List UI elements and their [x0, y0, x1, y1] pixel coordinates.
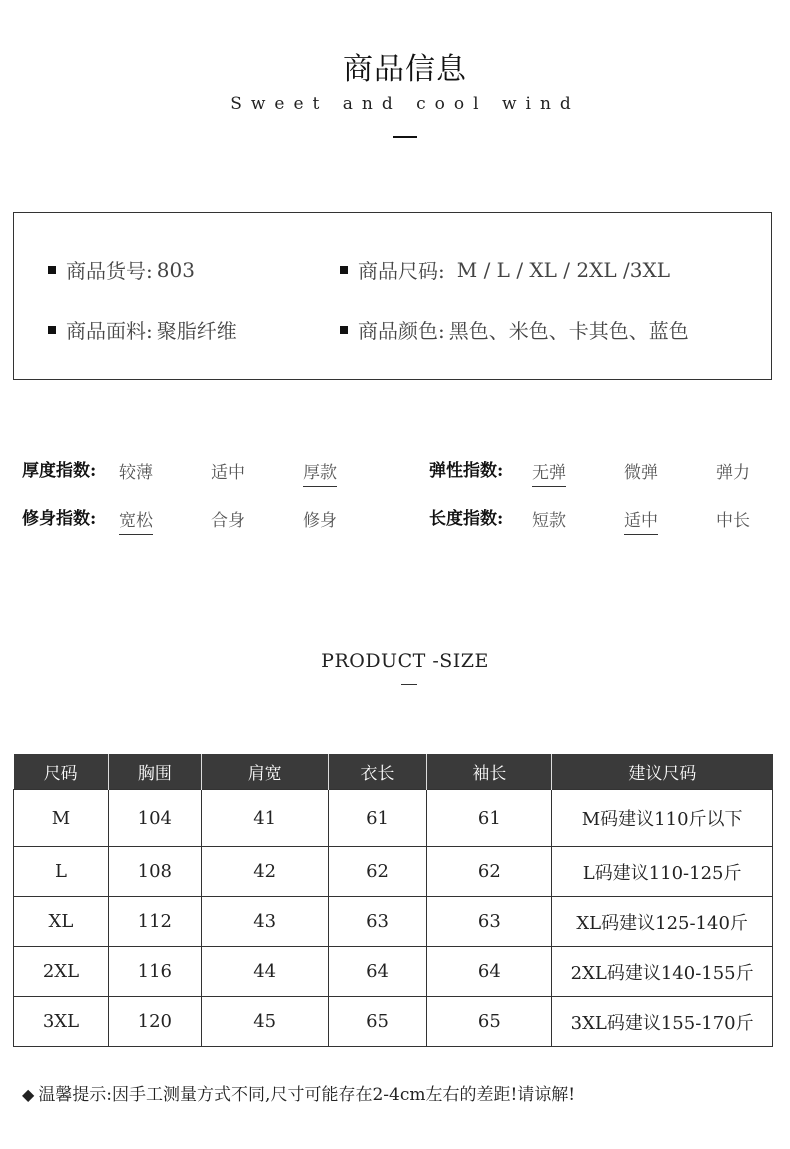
length-option-short: 短款 [532, 511, 566, 531]
bullet-square-icon [48, 326, 56, 334]
cell-sleeve: 63 [427, 897, 552, 947]
header-chest: 胸围 [108, 754, 201, 790]
cell-shoulder: 45 [201, 997, 328, 1047]
bullet-square-icon [340, 266, 348, 274]
page-subtitle: Sweet and cool wind [230, 94, 580, 114]
cell-length: 63 [328, 897, 427, 947]
cell-suggestion: L码建议110-125斤 [552, 847, 773, 897]
item-colors [340, 315, 689, 344]
cell-chest: 108 [108, 847, 201, 897]
table-row [14, 997, 773, 1047]
cell-chest: 116 [108, 947, 201, 997]
cell-length: 61 [328, 790, 427, 847]
length-option-medium: 适中 [624, 506, 658, 535]
size-title-divider [401, 684, 417, 685]
note-text: 温馨提示:因手工测量方式不同,尺寸可能存在2-4cm左右的差距!请谅解! [38, 1085, 576, 1105]
cell-shoulder: 44 [201, 947, 328, 997]
cell-shoulder: 43 [201, 897, 328, 947]
fit-option-loose: 宽松 [119, 506, 153, 535]
thickness-option-thick: 厚款 [303, 458, 337, 487]
item-number-label: 商品货号: [66, 259, 153, 283]
bullet-square-icon [48, 266, 56, 274]
cell-suggestion: 3XL码建议155-170斤 [552, 997, 773, 1047]
cell-size: L [14, 847, 109, 897]
header-size: 尺码 [14, 754, 109, 790]
length-index-label: 长度指数: [429, 509, 504, 529]
fit-option-regular: 合身 [211, 511, 245, 531]
cell-suggestion: 2XL码建议140-155斤 [552, 947, 773, 997]
item-sizes-label: 商品尺码: [358, 259, 445, 283]
item-colors-value: 黑色、米色、卡其色、蓝色 [448, 319, 689, 343]
size-table-header [14, 754, 773, 790]
item-sizes [340, 255, 670, 284]
measurement-note [22, 1080, 575, 1105]
page-title: 商品信息 [343, 52, 467, 87]
elasticity-index-label: 弹性指数: [429, 461, 504, 481]
fit-option-slim: 修身 [303, 511, 337, 531]
length-option-mid-long: 中长 [716, 511, 750, 531]
item-number [48, 255, 195, 284]
header-suggestion: 建议尺码 [552, 754, 773, 790]
cell-length: 65 [328, 997, 427, 1047]
cell-sleeve: 62 [427, 847, 552, 897]
header-sleeve: 袖长 [427, 754, 552, 790]
size-table [13, 754, 773, 1047]
thickness-option-medium: 适中 [211, 463, 245, 483]
cell-suggestion: M码建议110斤以下 [552, 790, 773, 847]
fit-index-label: 修身指数: [22, 509, 97, 529]
header-shoulder: 肩宽 [201, 754, 328, 790]
cell-chest: 120 [108, 997, 201, 1047]
cell-chest: 104 [108, 790, 201, 847]
cell-shoulder: 42 [201, 847, 328, 897]
elasticity-option-slight: 微弹 [624, 463, 658, 483]
table-row [14, 847, 773, 897]
bullet-square-icon [340, 326, 348, 334]
header-length: 衣长 [328, 754, 427, 790]
elasticity-option-stretch: 弹力 [716, 463, 750, 483]
diamond-icon: ◆ [22, 1085, 35, 1104]
item-fabric-value: 聚脂纤维 [156, 319, 237, 343]
item-sizes-value: M / L / XL / 2XL /3XL [456, 257, 670, 282]
cell-size: 2XL [14, 947, 109, 997]
thickness-option-thin: 较薄 [119, 463, 153, 483]
cell-sleeve: 61 [427, 790, 552, 847]
cell-size: M [14, 790, 109, 847]
cell-size: 3XL [14, 997, 109, 1047]
title-divider [393, 136, 417, 138]
item-number-value: 803 [156, 257, 195, 282]
product-info-box [13, 212, 772, 380]
cell-length: 62 [328, 847, 427, 897]
table-row [14, 790, 773, 847]
table-row [14, 947, 773, 997]
cell-size: XL [14, 897, 109, 947]
cell-sleeve: 65 [427, 997, 552, 1047]
cell-length: 64 [328, 947, 427, 997]
item-colors-label: 商品颜色: [358, 319, 445, 343]
elasticity-option-none: 无弹 [532, 458, 566, 487]
cell-suggestion: XL码建议125-140斤 [552, 897, 773, 947]
cell-sleeve: 64 [427, 947, 552, 997]
cell-shoulder: 41 [201, 790, 328, 847]
size-section-title: PRODUCT -SIZE [321, 650, 489, 672]
table-row [14, 897, 773, 947]
thickness-index-label: 厚度指数: [22, 461, 97, 481]
item-fabric [48, 315, 237, 344]
item-fabric-label: 商品面料: [66, 319, 153, 343]
cell-chest: 112 [108, 897, 201, 947]
